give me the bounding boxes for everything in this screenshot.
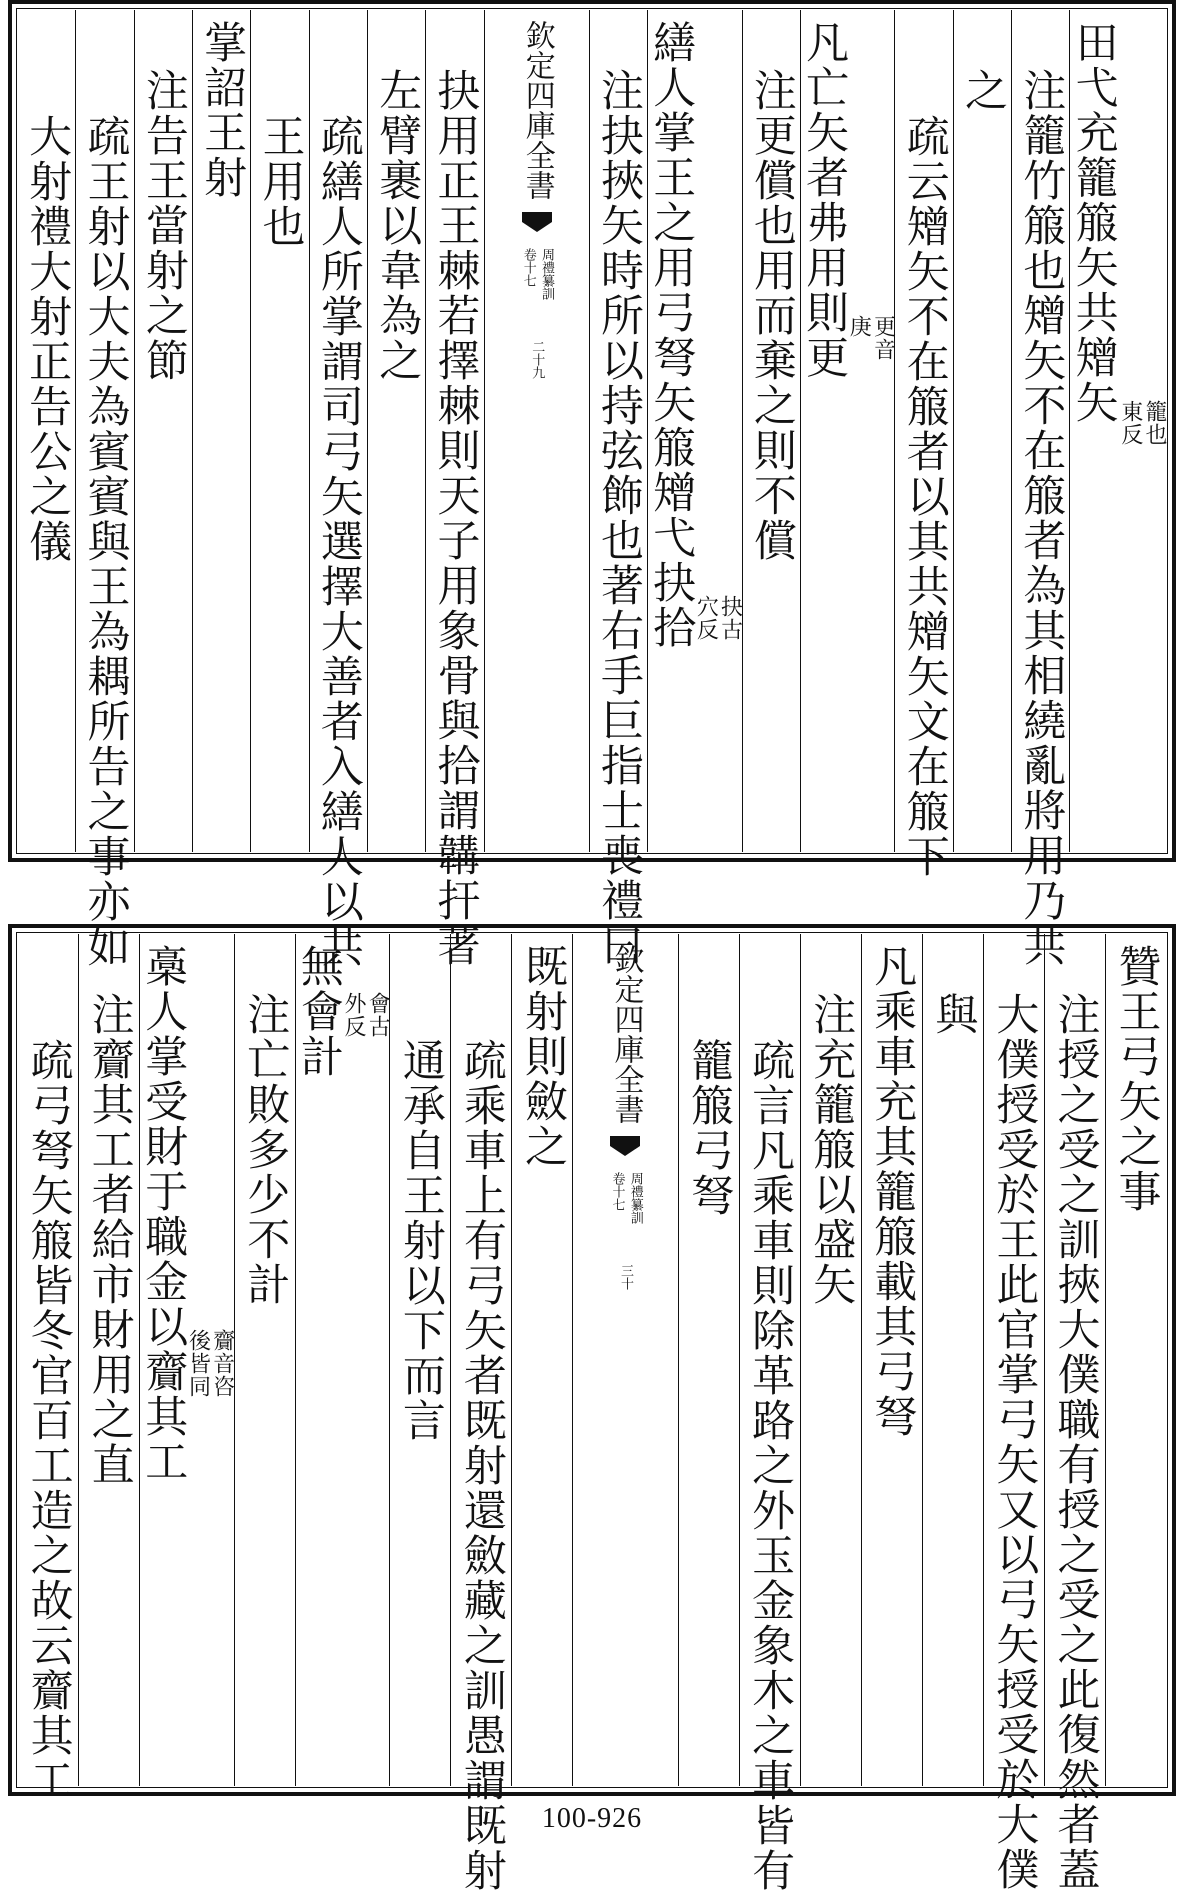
main-text: 無會計 <box>293 944 344 1079</box>
main-text: 籠箙弓弩 <box>684 1038 735 1218</box>
note-line: 籠也 <box>1142 400 1167 446</box>
text-column <box>1069 10 1166 852</box>
main-text: 抉用正王棘若擇棘則天子用象骨與拾謂韝扞著 <box>430 68 481 968</box>
volume-label: 卷十七 <box>520 248 536 287</box>
main-text: 注告王當射之節 <box>138 68 189 383</box>
main-text: 左臂裹以韋為之 <box>372 68 423 383</box>
main-text: 贊王弓矢之事 <box>1111 944 1162 1214</box>
text-column <box>861 934 922 1786</box>
text-column <box>134 10 192 852</box>
main-text: 疏繕人所掌謂司弓矢選擇大善者入繕人以共 <box>313 114 364 969</box>
text-column <box>139 934 234 1786</box>
page-number: 二十九 <box>529 340 545 379</box>
main-text: 疏云矰矢不在箙者以其共矰矢文在箙下 <box>899 114 950 879</box>
text-column <box>389 934 450 1786</box>
main-text: 繕人掌王之用弓弩矢箙矰弋抉拾 <box>646 20 697 650</box>
text-column <box>678 934 739 1786</box>
text-column <box>1011 10 1069 968</box>
interlinear-note <box>846 315 894 852</box>
collection-title: 欽定四庫全書 <box>519 20 555 200</box>
text-column <box>511 934 572 1786</box>
main-text: 注抉挾矢時所以持弦飾也著右手巨指士喪禮曰 <box>593 68 644 968</box>
text-column <box>589 10 647 968</box>
text-column <box>800 10 895 852</box>
note-line: 後皆同 <box>185 1329 211 1398</box>
book-meta <box>609 1172 642 1224</box>
text-column <box>75 10 133 969</box>
volume-label: 卷十七 <box>609 1172 625 1211</box>
main-text: 疏言凡乘車則除革路之外玉金象木之車皆有 <box>745 1038 796 1893</box>
main-text: 注充籠箙以盛矢 <box>806 992 857 1307</box>
text-column <box>953 10 1011 852</box>
top-page-columns <box>18 10 1167 969</box>
book-name: 周禮纂訓 <box>538 248 554 300</box>
text-column <box>450 934 511 1893</box>
main-text: 既射則斂之 <box>517 944 568 1169</box>
interlinear-note <box>341 992 389 1786</box>
note-line: 更音 <box>870 315 896 361</box>
text-column <box>234 934 295 1786</box>
text-column <box>1044 934 1105 1892</box>
fish-tail-mark <box>610 1136 640 1156</box>
text-column <box>742 10 800 852</box>
book-meta <box>520 248 553 300</box>
main-text: 王用也 <box>255 114 306 249</box>
page-footer-number: 100-926 <box>541 1803 643 1834</box>
main-text: 槀人掌受財于職金以齎其工 <box>138 944 189 1484</box>
main-text: 之 <box>958 68 1009 113</box>
text-column <box>192 10 250 852</box>
main-text: 注亡敗多少不計 <box>240 992 291 1307</box>
main-text: 田弋充籠箙矢共矰矢 <box>1068 20 1119 425</box>
text-column <box>1105 934 1166 1786</box>
note-line: 庚 <box>846 315 872 338</box>
center-strip <box>572 934 677 1786</box>
note-line: 東反 <box>1117 400 1143 446</box>
main-text: 凡亡矢者弗用則更 <box>799 20 850 380</box>
text-column <box>922 934 983 1786</box>
main-text: 注齎其工者給市財用之直 <box>84 992 135 1487</box>
interlinear-note <box>1118 400 1166 852</box>
note-line: 穴反 <box>693 595 719 641</box>
main-text: 掌詔王射 <box>197 20 248 200</box>
text-column <box>647 10 742 852</box>
text-column <box>295 934 390 1786</box>
main-text: 疏乘車上有弓矢者既射還斂藏之訓愚謂既射 <box>456 1038 507 1893</box>
text-column <box>367 10 425 852</box>
main-text: 疏弓弩矢箙皆冬官百工造之故云齎其工 <box>23 1038 74 1803</box>
main-text: 大僕授受於王此官掌弓矢又以弓矢授受於大僕 <box>989 992 1040 1892</box>
center-strip <box>484 10 589 852</box>
text-column <box>78 934 139 1786</box>
text-column <box>250 10 308 852</box>
note-line: 外反 <box>341 992 367 1038</box>
text-column <box>425 10 483 968</box>
main-text: 與 <box>928 992 979 1037</box>
main-text: 凡乘車充其籠箙載其弓弩 <box>867 944 918 1439</box>
text-column <box>894 10 952 879</box>
text-column <box>800 934 861 1786</box>
main-text: 注更償也用而棄之則不償 <box>746 68 797 563</box>
text-column <box>18 934 78 1803</box>
collection-title: 欽定四庫全書 <box>608 944 644 1124</box>
text-column <box>983 934 1044 1892</box>
main-text: 注授之受之訓挾大僕職有授之受之此復然者蓋 <box>1050 992 1101 1892</box>
main-text: 注籠竹箙也矰矢不在箙者為其相繞亂將用乃共 <box>1016 68 1067 968</box>
main-text: 大射禮大射正告公之儀 <box>22 114 73 564</box>
book-name: 周禮纂訓 <box>627 1172 643 1224</box>
main-text: 通承自王射以下而言 <box>395 1038 446 1443</box>
text-column <box>739 934 800 1893</box>
interlinear-note <box>185 1329 233 1786</box>
top-page <box>8 0 1176 969</box>
text-column <box>309 10 367 969</box>
note-line: 齎音咨 <box>209 1329 235 1398</box>
main-text: 疏王射以大夫為賓賓與王為耦所告之事亦如 <box>80 114 131 969</box>
interlinear-note <box>693 595 741 852</box>
text-column <box>18 10 75 852</box>
note-line: 會古 <box>365 992 391 1038</box>
fish-tail-mark <box>522 212 552 232</box>
page-number: 三十 <box>617 1264 633 1290</box>
note-line: 抉古 <box>717 595 743 641</box>
